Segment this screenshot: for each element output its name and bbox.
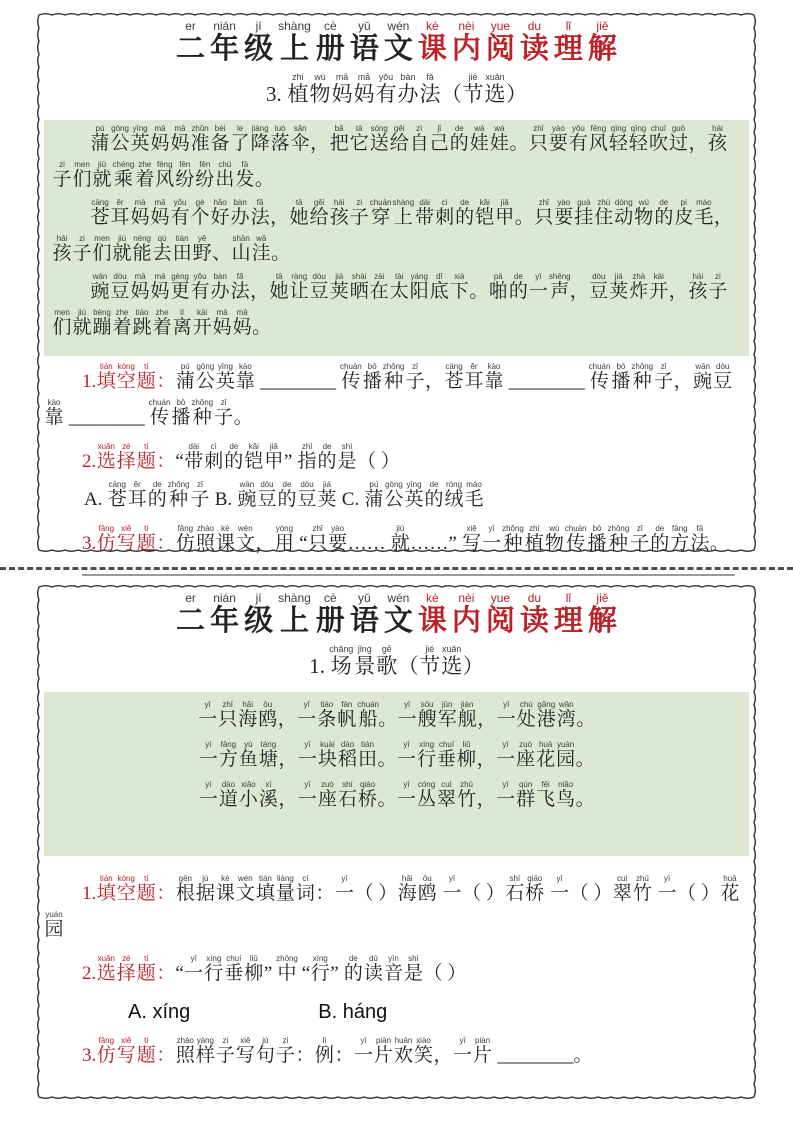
question-3-imitation-writing <box>44 1036 749 1074</box>
poem-line: 一yī只zhī海hǎi鸥ōu，一yī条tiáo帆fān船chuán。一yī艘sōu军jūn舰jiàn，一yī处chù港gǎng湾wān。 <box>198 700 596 730</box>
question-2-multiple-choice <box>44 954 749 992</box>
lesson-title: 3. 植zhí物wù妈mā妈mā有yǒu办bàn法fǎ（节jié选xuǎn） <box>266 72 527 106</box>
passage-paragraph: 苍cāng耳ěr妈mā妈mā有yǒu个gè好hǎo办bàn法fǎ，她tā给gěi孩hái子zi穿chuān上shàng带dài刺cì的de铠kǎi甲jiǎ。只zhǐ要yào挂guà住zhù动dòng物wù的de皮pí毛máo，孩hái子zi们men就jiù能néng去qù田tián野yě、山shān洼wā。 <box>52 198 733 264</box>
worksheet-1 <box>36 12 757 553</box>
passage-paragraph: 豌wān豆dòu妈mā妈mā更gèng有yǒu办bàn法fǎ，她tā让ràng豆dòu荚jiá晒shài在zài太tài阳yáng底dǐ下xià。啪pā的de一yī声shēng，豆dòu荚jiá炸zhà开kāi，孩hái子zi们men就jiù蹦bèng着zhe跳tiào着zhe离lí开kāi妈mā妈mā。 <box>52 272 728 338</box>
question-text: 照zhào样yàng子zi写xiě句jù子zi：例lì：一yī片piàn欢huān笑xiào，一yī片piàn ________。 <box>175 1036 593 1066</box>
page-title-black: 二er年nián级jí上shàng册cè语yǔ文wén <box>176 19 413 65</box>
choice-options <box>128 994 749 1030</box>
lesson-title: 1. 场chǎng景jǐng歌gē（节jié选xuǎn） <box>309 644 484 678</box>
choice-options: A. 苍cāng耳ěr的de种zhǒng子zǐ B. 豌wān豆dòu的de豆dòu荚jiá C. 蒲pú公gōng英yīng的de绒róng毛máo <box>84 480 484 510</box>
answer-writing-line <box>82 574 735 576</box>
reading-passage-poem <box>44 692 749 856</box>
page-title-black: 二er年nián级jí上shàng册cè语yǔ文wén <box>176 591 413 637</box>
question-label: 3.仿fǎng写xiě题tí： <box>82 524 176 554</box>
question-label: 1.填tián空kòng题tí： <box>82 362 176 392</box>
question-label: 2.选xuǎn择zé题tí： <box>82 954 176 984</box>
question-1-fill-blank <box>44 874 749 948</box>
question-3-imitation-writing <box>44 524 749 562</box>
question-text: “带dài刺cì的de铠kǎi甲jiǎ” 指zhǐ的de是shì（ ） <box>175 442 400 472</box>
page-title-red: 课kè内nèi阅yue读du理lǐ解jiě <box>417 591 617 637</box>
reading-passage <box>44 120 749 356</box>
poem-line: 一yī方fāng鱼yú塘táng，一yī块kuài稻dào田tián。一yī行xíng垂chuí柳liǔ，一yī座zuò花huā园yuán。 <box>198 740 595 770</box>
question-2-multiple-choice <box>44 442 749 480</box>
page-title-red: 课kè内nèi阅yue读du理lǐ解jiě <box>417 19 617 65</box>
page-separator-dashed <box>0 567 793 570</box>
worksheet-2 <box>36 584 757 1100</box>
page-title <box>44 592 749 645</box>
question-text: 蒲pú公gōng英yīng靠kào ________ 传chuán播bō种zhǒng子zǐ，苍cāng耳ěr靠kào ________ 传chuán播bō种zhǒng子zǐ，豌wān豆dòu靠kào ________ 传chuán播bō种zhǒng子zǐ。 <box>44 362 733 428</box>
question-label: 1.填tián空kòng题tí： <box>82 874 176 904</box>
poem-line: 一yī道dào小xiǎo溪xī，一yī座zuò石shí桥qiáo。一yī丛cóng翠cuì竹zhú，一yī群qún飞fēi鸟niǎo。 <box>198 780 595 810</box>
question-label: 3.仿fǎng写xiě题tí： <box>82 1036 176 1066</box>
question-1-fill-blank <box>44 362 749 436</box>
question-text: 仿fǎng照zhào课kè文wén，用yòng “只zhǐ要yào…… 就jiù……” 写xiě一yī种zhǒng植zhí物wù传chuán播bō种zhǒng子zǐ的de方fāng法fǎ。 <box>175 524 729 554</box>
question-label: 2.选xuǎn择zé题tí： <box>82 442 176 472</box>
option-b: B. háng <box>318 1001 388 1023</box>
option-a: A. xíng <box>128 1001 191 1023</box>
question-text: 根gēn据jù课kè文wén填tián量liàng词cí：一yī（ ）海hǎi鸥ōu 一yī（ ）石shí桥qiáo 一yī（ ）翠cuì竹zhú 一yī（ ）花huā园yuán <box>44 874 740 940</box>
page-title <box>44 20 749 73</box>
question-text: “一yī行xíng垂chuí柳liǔ” 中zhōng “行xíng” 的de读dú音yīn是shì（ ） <box>175 954 467 984</box>
passage-paragraph: 蒲pú公gōng英yīng妈mā妈mā准zhǔn备bèi了le降jiàng落luò伞sǎn，把bǎ它tā送sòng给gěi自zì己jǐ的de娃wá娃wá。只zhǐ要yào有yǒu风fēng轻qīng轻qīng吹chuī过guò，孩hái子zi们men就jiù乘chéng着zhe风fēng纷fēn纷fēn出chū发fā。 <box>52 124 727 190</box>
